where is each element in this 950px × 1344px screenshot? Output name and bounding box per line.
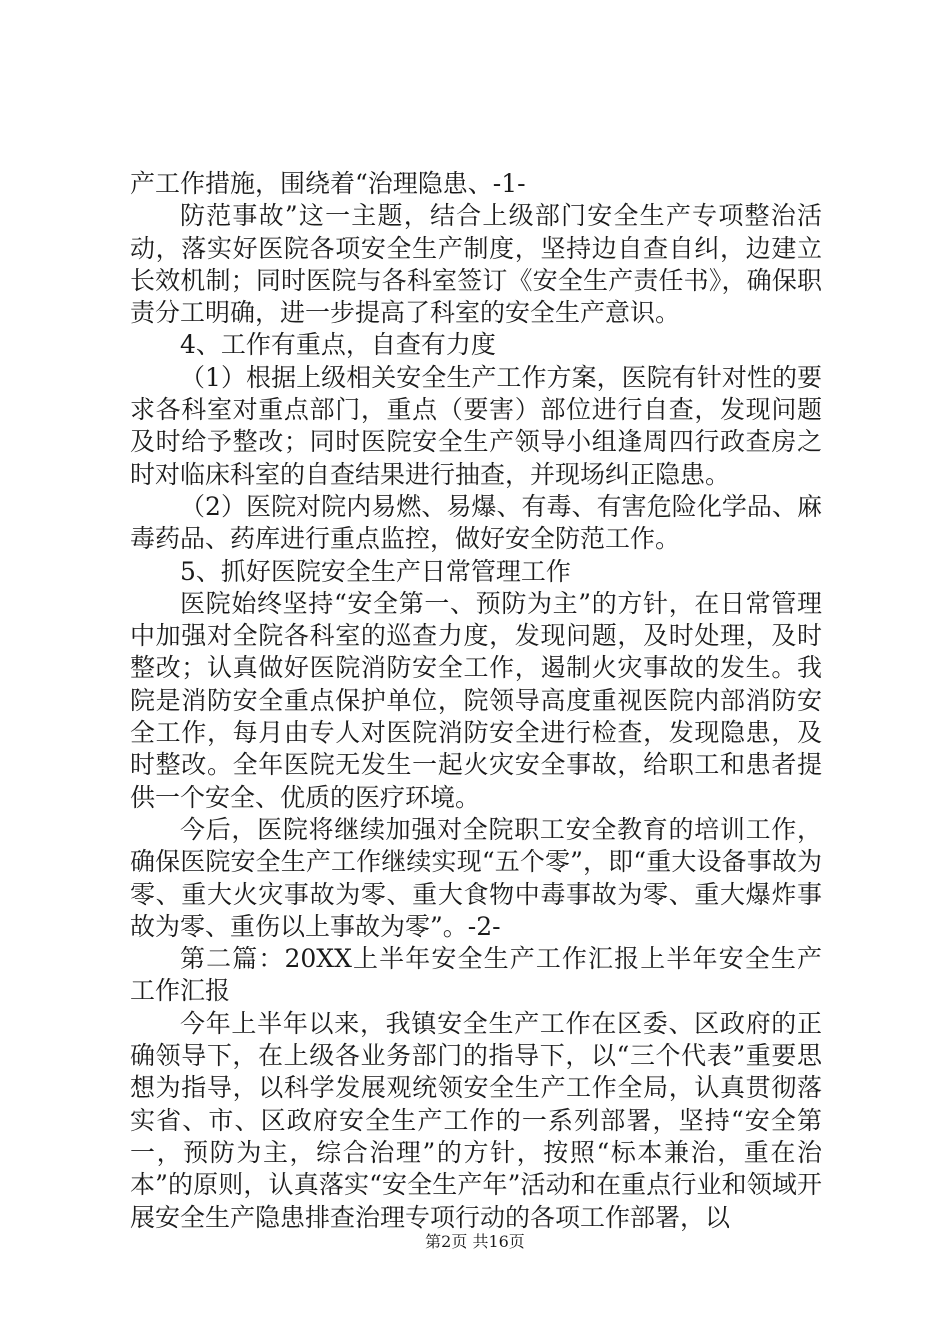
paragraph-5: 医院始终坚持“安全第一、预防为主”的方针，在日常管理中加强对全院各科室的巡查力度，发现问题，及时处理，及时整改；认真做好医院消防安全工作，遏制火灾事故的发生。我院是消防安全重点保护单位，院领导高度重视医院内部消防安全工作，每月由专人对医院消防安全进行检查，发现隐患，及时整改。全年医院无发生一起火灾安全事故，给职工和患者提供一个安全、优质的医疗环境。 [130, 588, 822, 812]
paragraph-2: 防范事故”这一主题，结合上级部门安全生产专项整治活动，落实好医院各项安全生产制度，坚持边自查自纠，边建立长效机制；同时医院与各科室签订《安全生产责任书》，确保职责分工明确，进一步提高了科室的安全生产意识。 [130, 201, 822, 328]
paragraph-future: 今后，医院将继续加强对全院职工安全教育的培训工作，确保医院安全生产工作继续实现“五个零”，即“重大设备事故为零、重大火灾事故为零、重大食物中毒事故为零、重大爆炸事故为零、重伤以上事故为零”。-2- [130, 814, 822, 941]
paragraph-4-1: （1）根据上级相关安全生产工作方案，医院有针对性的要求各科室对重点部门，重点（要害）部位进行自查，发现问题及时给予整改；同时医院安全生产领导小组逢周四行政查房之时对临床科室的自查结果进行抽查，并现场纠正隐患。 [130, 362, 822, 489]
chapter-title-2: 第二篇：20XX上半年安全生产工作汇报上半年安全生产工作汇报 [130, 944, 822, 1006]
section-heading-4: 4、工作有重点，自查有力度 [180, 330, 496, 360]
paragraph-chapter-2: 今年上半年以来，我镇安全生产工作在区委、区政府的正确领导下，在上级各业务部门的指导下，以“三个代表”重要思想为指导，以科学发展观统领安全生产工作全局，认真贯彻落实省、市、区政府安全生产工作的一系列部署，坚持“安全第一，预防为主，综合治理”的方针，按照“标本兼治，重在治本”的原则，认真落实“安全生产年”活动和在重点行业和领域开展安全生产隐患排查治理专项行动的各项工作部署，以 [130, 1008, 822, 1232]
page-footer: 第2页 共16页 [425, 1232, 525, 1251]
paragraph-1: 产工作措施，围绕着“治理隐患、-1- [130, 169, 526, 198]
paragraph-4-2: （2）医院对院内易燃、易爆、有毒、有害危险化学品、麻毒药品、药库进行重点监控，做好安全防范工作。 [130, 491, 822, 554]
document-body [130, 168, 822, 1234]
section-heading-5: 5、抓好医院安全生产日常管理工作 [180, 556, 571, 586]
